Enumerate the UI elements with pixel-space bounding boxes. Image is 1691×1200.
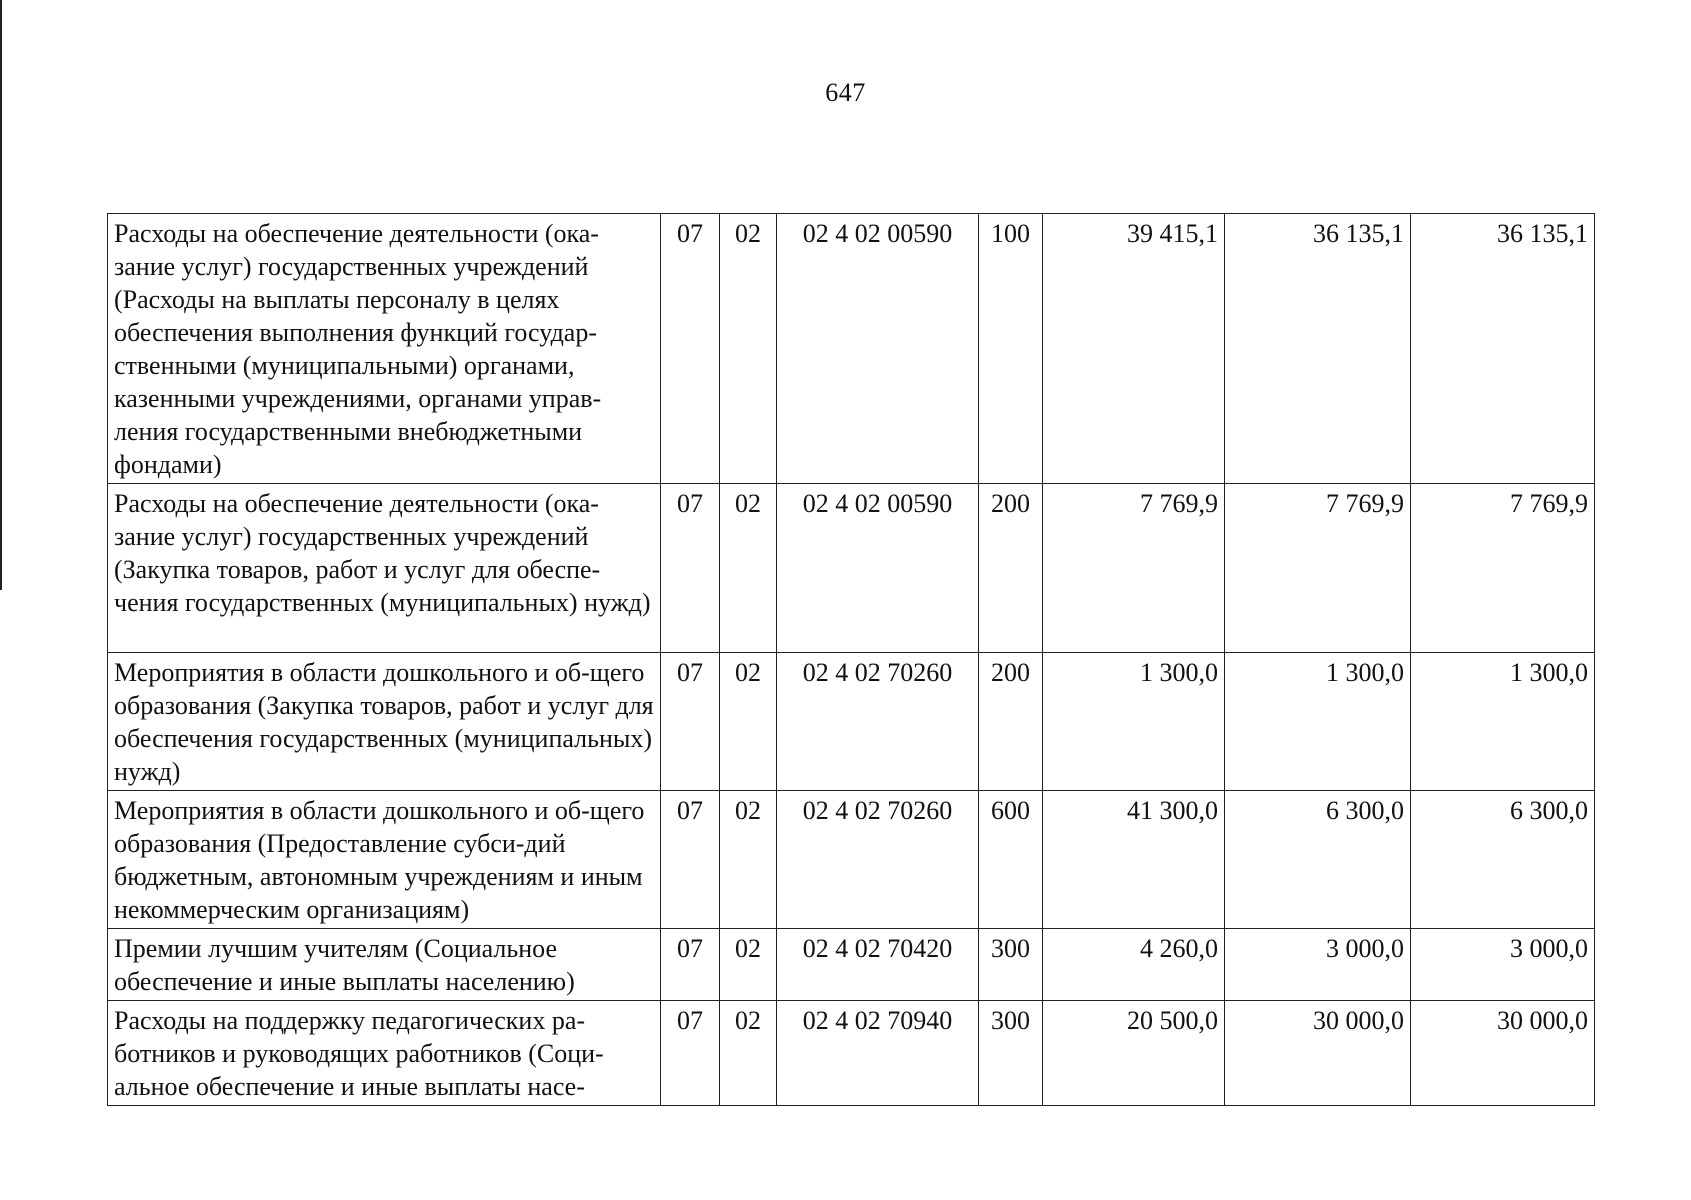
section-code: 07 [661, 791, 720, 929]
expense-description: Мероприятия в области дошкольного и об-щего образования (Закупка товаров, работ и услуг для обеспечения государственных (муниципальных) нужд) [108, 653, 661, 791]
expense-description: Премии лучшим учителям (Социальное обеспечение и иные выплаты населению) [108, 929, 661, 1001]
amount-cell: 6 300,0 [1225, 791, 1411, 929]
amount-cell: 6 300,0 [1411, 791, 1595, 929]
target-article-code: 02 4 02 00590 [777, 484, 979, 653]
amount-cell: 36 135,1 [1225, 214, 1411, 484]
section-code: 07 [661, 214, 720, 484]
amount-cell: 39 415,1 [1043, 214, 1225, 484]
amount-cell: 30 000,0 [1225, 1001, 1411, 1106]
expense-description: Расходы на обеспечение деятельности (ока-зание услуг) государственных учреждений (Расходы на выплаты персоналу в целях обеспечения выполнения функций государ-ственными (муниципальными) органами, казенными учреждениями, органами управ-ления государственными внебюджетными фондами) [108, 214, 661, 484]
amount-cell: 7 769,9 [1411, 484, 1595, 653]
expense-type-code: 300 [979, 1001, 1043, 1106]
amount-cell: 3 000,0 [1411, 929, 1595, 1001]
table-row [108, 653, 1595, 791]
expense-type-code: 200 [979, 653, 1043, 791]
expense-type-code: 200 [979, 484, 1043, 653]
amount-cell: 36 135,1 [1411, 214, 1595, 484]
subsection-code: 02 [720, 791, 777, 929]
amount-cell: 4 260,0 [1043, 929, 1225, 1001]
amount-cell: 20 500,0 [1043, 1001, 1225, 1106]
subsection-code: 02 [720, 214, 777, 484]
target-article-code: 02 4 02 00590 [777, 214, 979, 484]
table-row [108, 791, 1595, 929]
expense-type-code: 300 [979, 929, 1043, 1001]
expense-description: Расходы на поддержку педагогических ра-ботников и руководящих работников (Соци-альное обеспечение и иные выплаты насе- [108, 1001, 661, 1106]
amount-cell: 1 300,0 [1043, 653, 1225, 791]
subsection-code: 02 [720, 929, 777, 1001]
amount-cell: 3 000,0 [1225, 929, 1411, 1001]
expense-type-code: 100 [979, 214, 1043, 484]
page-number: 647 [825, 78, 866, 107]
budget-table [107, 213, 1595, 1106]
section-code: 07 [661, 1001, 720, 1106]
target-article-code: 02 4 02 70260 [777, 791, 979, 929]
target-article-code: 02 4 02 70940 [777, 1001, 979, 1106]
target-article-code: 02 4 02 70260 [777, 653, 979, 791]
section-code: 07 [661, 653, 720, 791]
section-code: 07 [661, 929, 720, 1001]
expense-description: Расходы на обеспечение деятельности (ока-зание услуг) государственных учреждений (Закупка товаров, работ и услуг для обеспе-чения государственных (муниципальных) нужд) [108, 484, 661, 653]
amount-cell: 41 300,0 [1043, 791, 1225, 929]
section-code: 07 [661, 484, 720, 653]
expense-description: Мероприятия в области дошкольного и об-щего образования (Предоставление субси-дий бюджетным, автономным учреждениям и иным некоммерческим организациям) [108, 791, 661, 929]
expense-type-code: 600 [979, 791, 1043, 929]
amount-cell: 7 769,9 [1225, 484, 1411, 653]
amount-cell: 7 769,9 [1043, 484, 1225, 653]
target-article-code: 02 4 02 70420 [777, 929, 979, 1001]
table-row [108, 1001, 1595, 1106]
table-row [108, 214, 1595, 484]
table-row [108, 484, 1595, 653]
amount-cell: 1 300,0 [1411, 653, 1595, 791]
table-row [108, 929, 1595, 1001]
subsection-code: 02 [720, 653, 777, 791]
amount-cell: 30 000,0 [1411, 1001, 1595, 1106]
subsection-code: 02 [720, 1001, 777, 1106]
amount-cell: 1 300,0 [1225, 653, 1411, 791]
subsection-code: 02 [720, 484, 777, 653]
